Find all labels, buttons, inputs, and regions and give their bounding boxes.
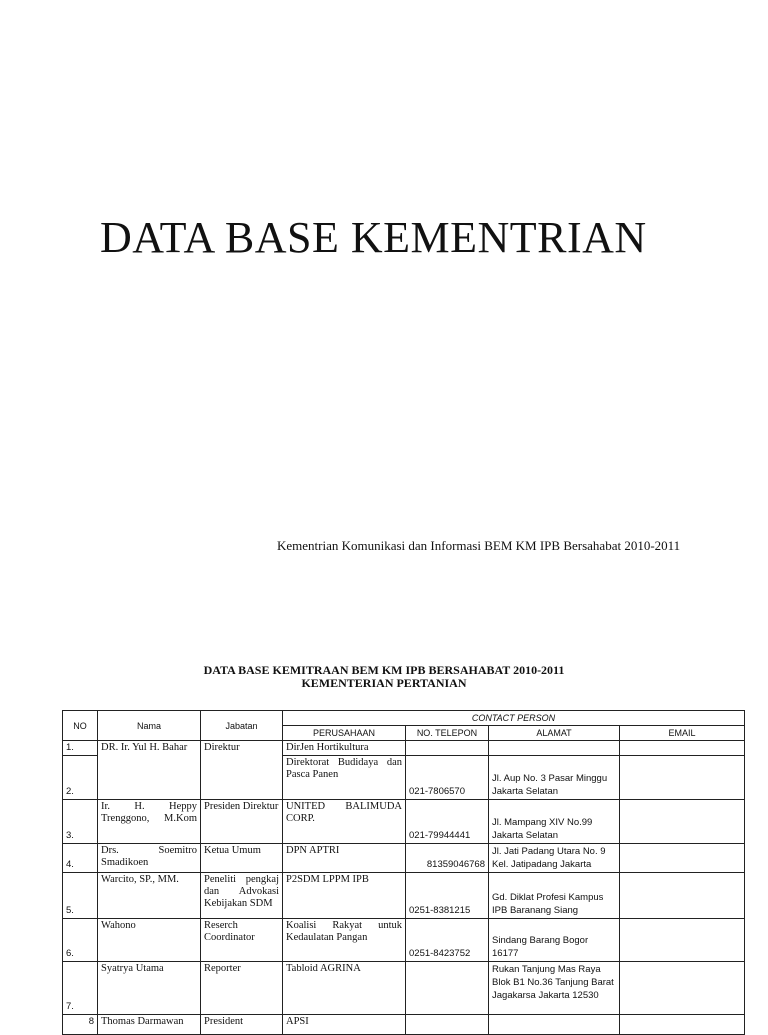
header-telepon: NO. TELEPON bbox=[406, 726, 489, 741]
cell-perusahaan: P2SDM LPPM IPB bbox=[283, 873, 406, 919]
cell-no: 1. bbox=[63, 741, 98, 756]
cell-alamat: Rukan Tanjung Mas Raya Blok B1 No.36 Tanjung Barat Jagakarsa Jakarta 12530 bbox=[489, 962, 620, 1015]
cell-email bbox=[620, 1015, 745, 1035]
cell-jabatan: Direktur bbox=[201, 741, 283, 800]
cell-telepon: 021-79944441 bbox=[406, 800, 489, 844]
cell-no: 5. bbox=[63, 873, 98, 919]
header-nama: Nama bbox=[98, 711, 201, 741]
table-heading-line-1: DATA BASE KEMITRAAN BEM KM IPB BERSAHABAT 2010-2011 bbox=[203, 663, 565, 677]
cell-alamat bbox=[489, 1015, 620, 1035]
header-email: EMAIL bbox=[620, 726, 745, 741]
cell-no: 3. bbox=[63, 800, 98, 844]
cell-perusahaan: UNITED BALIMUDA CORP. bbox=[283, 800, 406, 844]
cell-email bbox=[620, 873, 745, 919]
cell-no: 6. bbox=[63, 919, 98, 962]
cell-telepon: 81359046768 bbox=[406, 844, 489, 873]
cell-perusahaan: DirJen Hortikultura bbox=[283, 741, 406, 756]
cell-no: 2. bbox=[63, 756, 98, 800]
cell-alamat: Sindang Barang Bogor 16177 bbox=[489, 919, 620, 962]
cell-jabatan: Ketua Umum bbox=[201, 844, 283, 873]
cell-perusahaan: Koalisi Rakyat untuk Kedaulatan Pangan bbox=[283, 919, 406, 962]
page-title: DATA BASE KEMENTRIAN bbox=[100, 213, 647, 262]
header-perusahaan: PERUSAHAAN bbox=[283, 726, 406, 741]
cell-email bbox=[620, 962, 745, 1015]
cell-email bbox=[620, 919, 745, 962]
cell-no: 4. bbox=[63, 844, 98, 873]
cell-nama: Syatrya Utama bbox=[98, 962, 201, 1015]
header-jabatan: Jabatan bbox=[201, 711, 283, 741]
cell-telepon bbox=[406, 741, 489, 756]
cell-nama: Wahono bbox=[98, 919, 201, 962]
cell-perusahaan: Direktorat Budidaya dan Pasca Panen bbox=[283, 756, 406, 800]
cell-jabatan: Reserch Coordinator bbox=[201, 919, 283, 962]
header-contact-person: CONTACT PERSON bbox=[283, 711, 745, 726]
table-row bbox=[63, 800, 745, 844]
cell-telepon: 0251-8423752 bbox=[406, 919, 489, 962]
cell-telepon bbox=[406, 962, 489, 1015]
cell-telepon: 0251-8381215 bbox=[406, 873, 489, 919]
cell-email bbox=[620, 844, 745, 873]
cell-jabatan: Reporter bbox=[201, 962, 283, 1015]
cell-alamat: Gd. Diklat Profesi Kampus IPB Baranang Siang bbox=[489, 873, 620, 919]
cell-alamat: Jl. Aup No. 3 Pasar Minggu Jakarta Selatan bbox=[489, 756, 620, 800]
cell-jabatan: Presiden Direktur bbox=[201, 800, 283, 844]
cell-no: 8 bbox=[63, 1015, 98, 1035]
page-subtitle: Kementrian Komunikasi dan Informasi BEM KM IPB Bersahabat 2010-2011 bbox=[277, 538, 681, 553]
cell-nama: Ir. H. Heppy Trenggono, M.Kom bbox=[98, 800, 201, 844]
cell-telepon: 021-7806570 bbox=[406, 756, 489, 800]
table-heading-line-2: KEMENTERIAN PERTANIAN bbox=[301, 676, 467, 690]
cell-alamat: Jl. Jati Padang Utara No. 9 Kel. Jatipadang Jakarta bbox=[489, 844, 620, 873]
cell-perusahaan: Tabloid AGRINA bbox=[283, 962, 406, 1015]
cell-nama: Thomas Darmawan bbox=[98, 1015, 201, 1035]
cell-alamat bbox=[489, 741, 620, 756]
cell-perusahaan: DPN APTRI bbox=[283, 844, 406, 873]
cell-telepon bbox=[406, 1015, 489, 1035]
cell-alamat: Jl. Mampang XIV No.99 Jakarta Selatan bbox=[489, 800, 620, 844]
cell-email bbox=[620, 741, 745, 756]
cell-nama: Warcito, SP., MM. bbox=[98, 873, 201, 919]
cell-nama: DR. Ir. Yul H. Bahar bbox=[98, 741, 201, 800]
table-row bbox=[63, 873, 745, 919]
header-no: NO bbox=[63, 711, 98, 741]
cell-jabatan: President bbox=[201, 1015, 283, 1035]
header-alamat: ALAMAT bbox=[489, 726, 620, 741]
table-row bbox=[63, 919, 745, 962]
cell-email bbox=[620, 756, 745, 800]
table-header-row bbox=[63, 711, 745, 726]
table-heading bbox=[0, 664, 768, 690]
table-row bbox=[63, 741, 745, 756]
table-row bbox=[63, 1015, 745, 1035]
cell-email bbox=[620, 800, 745, 844]
table-row bbox=[63, 962, 745, 1015]
partnership-table bbox=[62, 710, 745, 1035]
table-row bbox=[63, 844, 745, 873]
cell-jabatan: Peneliti pengkaj dan Advokasi Kebijakan SDM bbox=[201, 873, 283, 919]
cell-perusahaan: APSI bbox=[283, 1015, 406, 1035]
cell-nama: Drs. Soemitro Smadikoen bbox=[98, 844, 201, 873]
cell-no: 7. bbox=[63, 962, 98, 1015]
